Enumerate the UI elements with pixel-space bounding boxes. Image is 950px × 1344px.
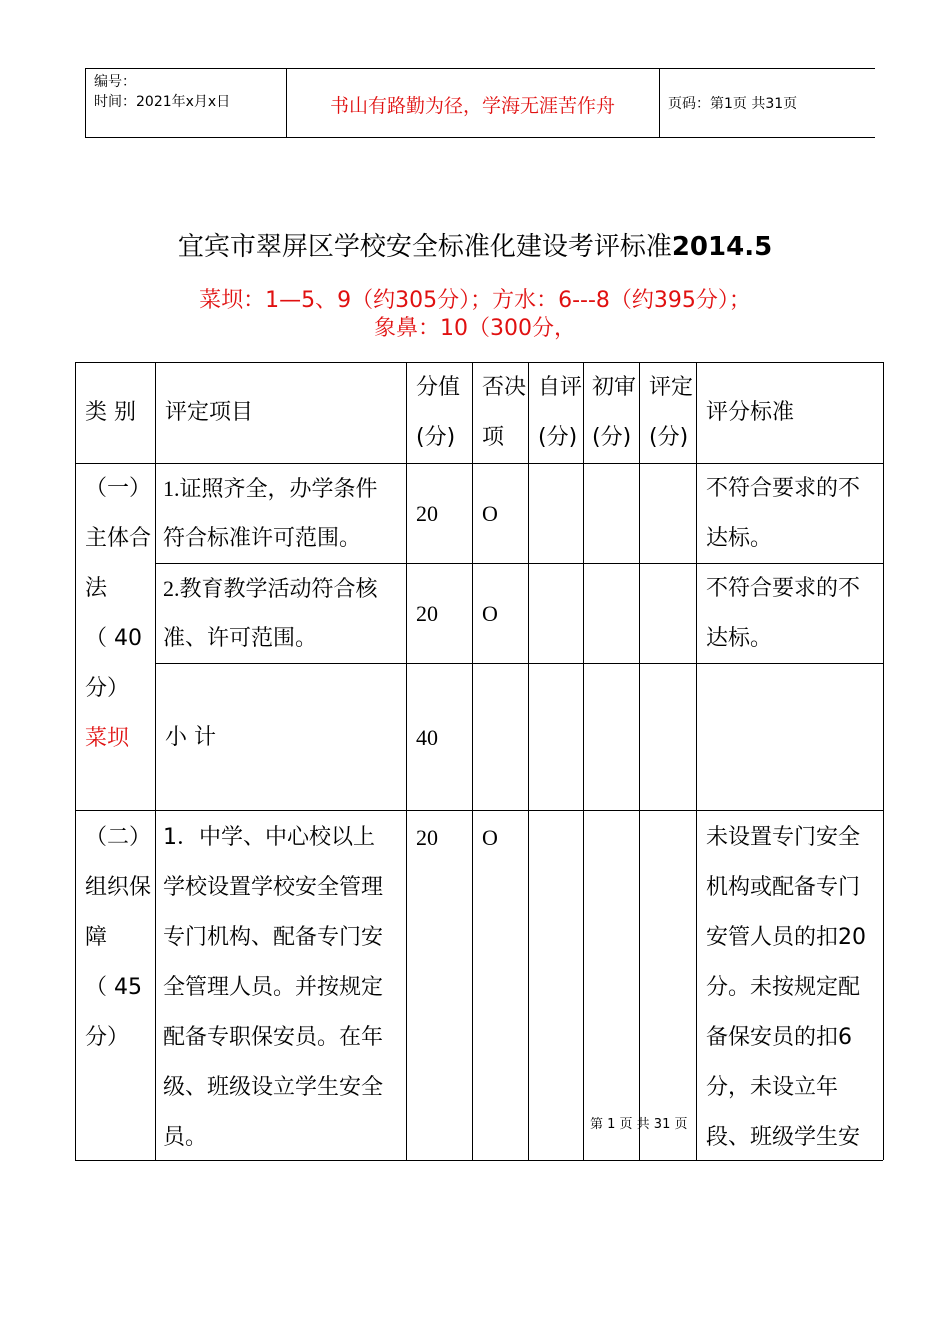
s2-score: 20 — [416, 825, 438, 850]
motto: 书山有路勤为径，学海无涯苦作舟 — [329, 95, 615, 117]
section2-category-line-4: （ 45 — [85, 975, 142, 1000]
page-label: 页码：第1页 共31页 — [668, 96, 798, 112]
section1-category-line-5: 分） — [85, 676, 130, 701]
header-final-1: 评定 — [649, 375, 694, 400]
subtotal-label: 小 计 — [165, 725, 216, 750]
s2-criteria-line-7: 段、班级学生安 — [706, 1125, 861, 1150]
document-title — [0, 226, 950, 263]
time-label: 时间：2021年x月x日 — [94, 94, 231, 110]
header-score-1: 分值 — [416, 375, 461, 400]
header-item: 评定项目 — [165, 400, 254, 425]
s2-criteria-line-5: 备保安员的扣6 — [706, 1025, 852, 1050]
s1r1-item-line-1: 1.证照齐全，办学条件 — [163, 476, 378, 501]
header-self-1: 自评 — [538, 375, 583, 400]
header-self-2: (分) — [538, 425, 578, 450]
subtotal-score: 40 — [416, 725, 438, 750]
section1-category-line-2: 主体合 — [85, 526, 152, 551]
header-veto-2: 项 — [482, 425, 505, 450]
section2-category-line-2: 组织保 — [85, 875, 152, 900]
footer-page-number: 第 1 页 共 31 页 — [590, 1117, 688, 1132]
number-label: 编号： — [94, 74, 136, 90]
s1r1-criteria-line-1: 不符合要求的不 — [706, 476, 861, 501]
s1r2-item-line-2: 准、许可范围。 — [163, 626, 318, 651]
section1-category-line-4: （ 40 — [85, 626, 142, 651]
header-box — [85, 68, 875, 138]
s2-item-line-1: 1．中学、中心校以上 — [163, 825, 375, 850]
header-final-2: (分) — [649, 425, 689, 450]
s1r2-criteria-line-2: 达标。 — [706, 626, 773, 651]
s2-criteria-line-6: 分，未设立年 — [706, 1075, 839, 1100]
title-date: 2014.5 — [671, 232, 773, 262]
title-main: 宜宾市翠屏区学校安全标准化建设考评标准 — [177, 232, 672, 262]
s2-criteria-line-3: 安管人员的扣20 — [706, 925, 866, 950]
s2-item-line-2: 学校设置学校安全管理 — [163, 875, 384, 900]
s1r2-item-line-1: 2.教育教学活动符合核 — [163, 576, 378, 601]
section1-category-note: 菜坝 — [85, 726, 130, 751]
s2-item-line-6: 级、班级设立学生安全 — [163, 1075, 384, 1100]
subtitle-line-1: 菜坝：1—5、9（约305分）；方水：6---8（约395分）； — [199, 288, 751, 313]
section1-category-line-3: 法 — [85, 576, 108, 601]
header-motto-cell — [286, 69, 660, 137]
s2-criteria-line-4: 分。未按规定配 — [706, 975, 861, 1000]
header-score-2: (分) — [416, 425, 456, 450]
header-veto-1: 否决 — [482, 375, 527, 400]
header-category: 类 别 — [85, 400, 136, 425]
s2-item-line-4: 全管理人员。并按规定 — [163, 975, 384, 1000]
s2-item-line-5: 配备专职保安员。在年 — [163, 1025, 384, 1050]
s2-item-line-7: 员。 — [163, 1125, 208, 1150]
header-page-cell — [660, 69, 875, 137]
s2-item-line-3: 专门机构、配备专门安 — [163, 925, 384, 950]
s1r1-criteria-line-2: 达标。 — [706, 526, 773, 551]
section1-category-line-1: （一） — [85, 476, 152, 501]
section2-category-line-1: （二） — [85, 825, 152, 850]
header-meta-cell — [85, 69, 287, 137]
section2-category-line-5: 分） — [85, 1025, 130, 1050]
s2-criteria-line-1: 未设置专门安全 — [706, 825, 861, 850]
header-criteria: 评分标准 — [706, 400, 795, 425]
subtitle-line-2: 象鼻：10（300分， — [374, 316, 576, 341]
section2-category-line-3: 障 — [85, 925, 108, 950]
s1r2-veto: O — [482, 601, 498, 626]
s1r2-score: 20 — [416, 601, 438, 626]
s2-veto: O — [482, 825, 498, 850]
s2-criteria-line-2: 机构或配备专门 — [706, 875, 861, 900]
header-initial-1: 初审 — [592, 375, 637, 400]
header-initial-2: (分) — [592, 425, 632, 450]
s1r2-criteria-line-1: 不符合要求的不 — [706, 576, 861, 601]
s1r1-item-line-2: 符合标准许可范围。 — [163, 526, 362, 551]
evaluation-table — [75, 362, 883, 1160]
s1r1-veto: O — [482, 501, 498, 526]
s1r1-score: 20 — [416, 501, 438, 526]
